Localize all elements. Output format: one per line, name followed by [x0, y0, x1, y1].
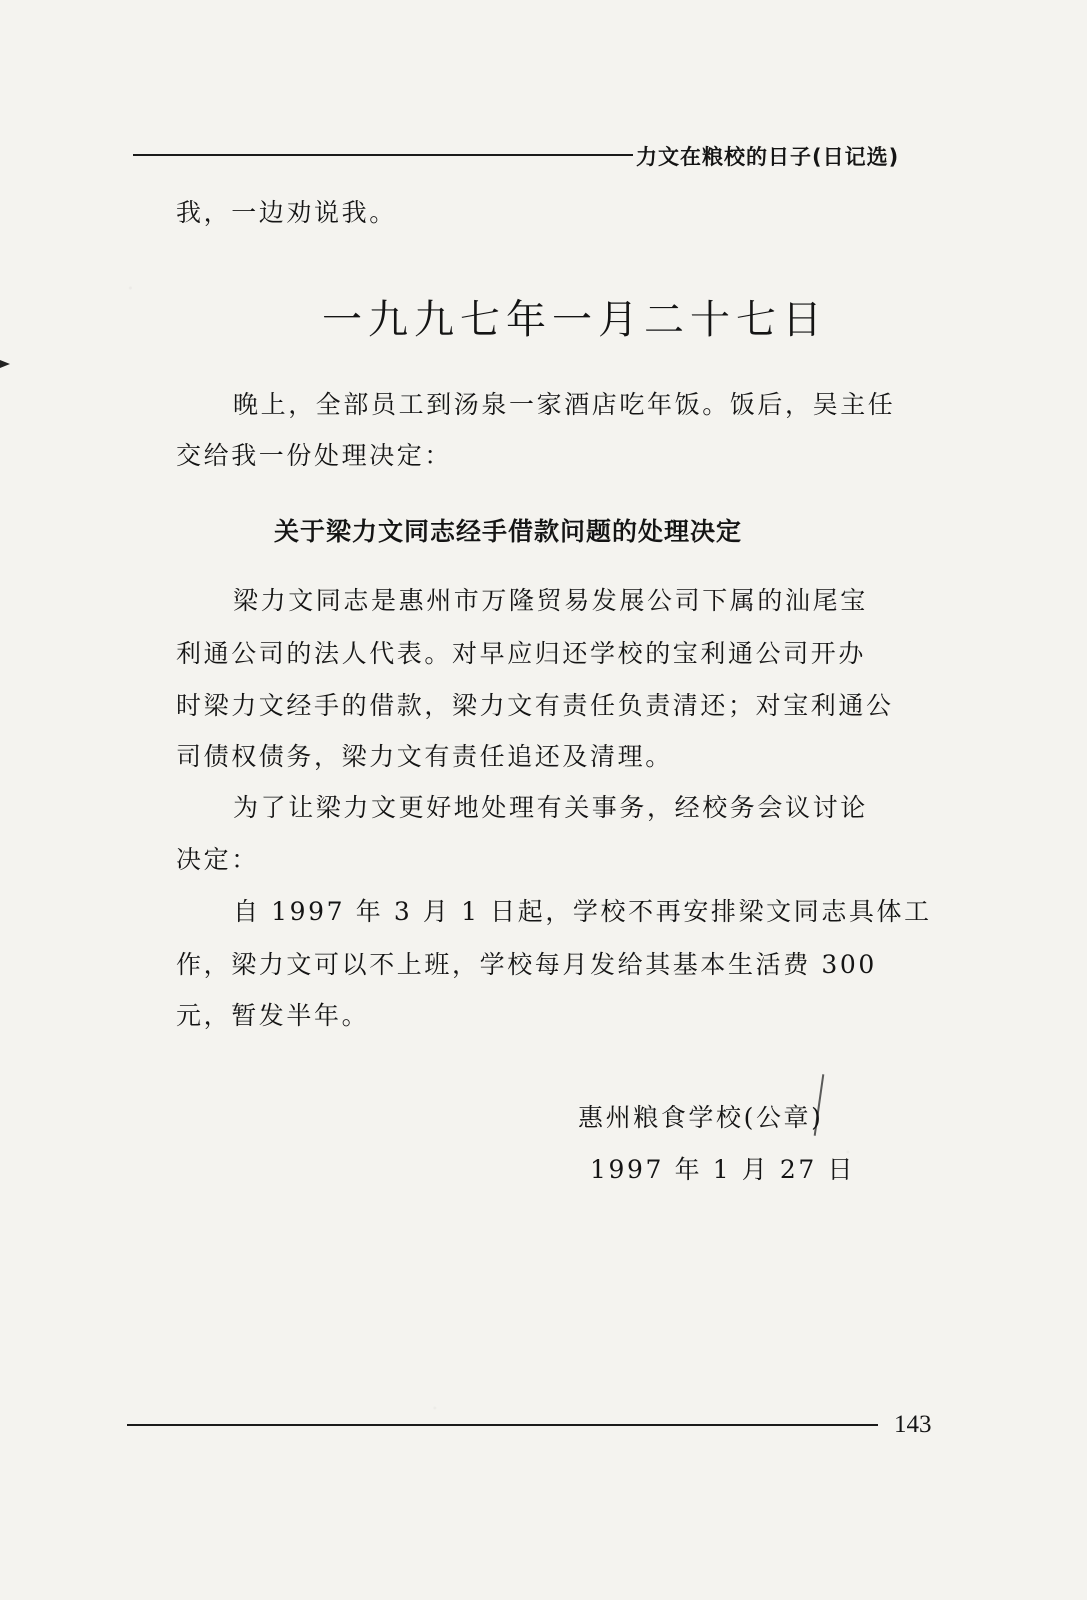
footer-rule — [127, 1424, 878, 1426]
paragraph-line: 梁力文同志是惠州市万隆贸易发展公司下属的汕尾宝 — [233, 586, 868, 615]
paragraph-line: 元，暂发半年。 — [176, 1001, 370, 1030]
running-title: 力文在粮校的日子(日记选) — [636, 145, 900, 169]
paragraph-line: 利通公司的法人代表。对早应归还学校的宝利通公司开办 — [176, 639, 867, 668]
continuation-text: 我，一边劝说我。 — [176, 198, 397, 227]
decision-document-title: 关于梁力文同志经手借款问题的处理决定 — [274, 517, 743, 546]
diary-date-heading: 一九九七年一月二十七日 — [322, 297, 828, 343]
intro-line: 晚上，全部员工到汤泉一家酒店吃年饭。饭后，吴主任 — [233, 390, 896, 419]
page-number: 143 — [894, 1411, 932, 1438]
paragraph-line: 自 1997 年 3 月 1 日起，学校不再安排梁文同志具体工 — [233, 897, 932, 926]
paragraph-line: 司债权债务，梁力文有责任追还及清理。 — [176, 742, 673, 771]
paragraph-line: 时梁力文经手的借款，梁力文有责任负责清还；对宝利通公 — [176, 691, 894, 720]
header-rule — [133, 154, 633, 156]
scan-artifact-mark — [0, 360, 10, 368]
signature-issuer: 惠州粮食学校(公章) — [578, 1103, 824, 1132]
signature-date: 1997 年 1 月 27 日 — [590, 1155, 856, 1184]
intro-line: 交给我一份处理决定： — [176, 441, 453, 470]
paragraph-line: 为了让梁力文更好地处理有关事务，经校务会议讨论 — [233, 793, 868, 822]
paragraph-line: 作，梁力文可以不上班，学校每月发给其基本生活费 300 — [176, 950, 877, 979]
paragraph-line: 决定： — [176, 845, 259, 874]
